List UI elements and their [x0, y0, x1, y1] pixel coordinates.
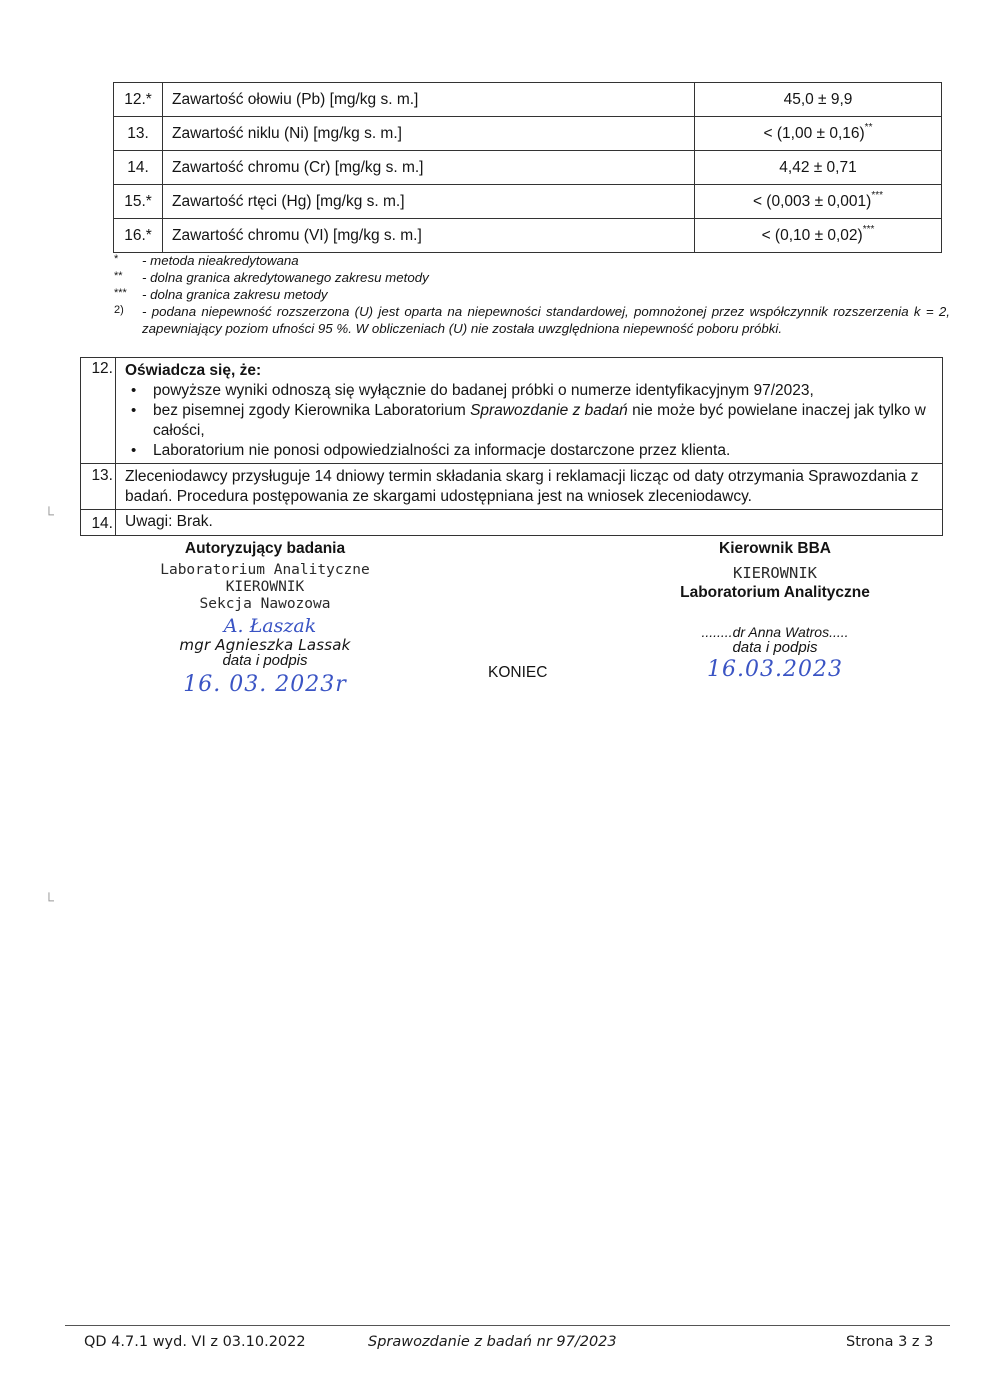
parameter-name: Zawartość rtęci (Hg) [mg/kg s. m.] [163, 185, 695, 219]
report-name: Sprawozdanie z badań [470, 402, 628, 419]
footer-rule [65, 1325, 950, 1326]
punch-hole-mark: └ [44, 506, 54, 522]
signature-manager [640, 538, 910, 684]
handwritten-signature: A. Łaszak [223, 615, 317, 637]
footnote [110, 252, 950, 269]
section-14 [81, 509, 942, 535]
footnote-text: - dolna granica akredytowanego zakresu metody [142, 270, 429, 285]
row-number: 14. [114, 151, 163, 185]
parameter-name: Zawartość ołowiu (Pb) [mg/kg s. m.] [163, 83, 695, 117]
handwritten-date: 16. 03. 2023r [183, 672, 347, 697]
list-item-text: bez pisemnej zgody Kierownika Laboratorium [153, 402, 471, 419]
stamp-line: KIEROWNIK [733, 564, 817, 582]
row-number: 13. [114, 117, 163, 151]
signature-authorizer [140, 538, 390, 699]
section-13 [81, 463, 942, 509]
section-text: Zleceniodawcy przysługuje 14 dniowy termin składania skarg i reklamacji licząc od daty otrzymania Sprawozdania z badań. Procedura postępowania ze skargami udostępniana jest na wniosek zleceniodawcy. [125, 468, 919, 505]
section-text: Uwagi: Brak. [125, 513, 213, 530]
handwritten-date: 16.03.2023 [707, 657, 843, 682]
list-item: • powyższe wyniki odnoszą się wyłącznie do badanej próbki o numerze identyfikacyjnym 97/2023, [127, 381, 942, 401]
footer-report-title: Sprawozdanie z badań nr 97/2023 [368, 1334, 617, 1350]
footnotes [110, 252, 950, 337]
footnote-ref: *** [862, 224, 875, 236]
list-item: • Laboratorium nie ponosi odpowiedzialności za informacje dostarczone przez klienta. [127, 441, 942, 461]
signature-caption: data i podpis [732, 639, 818, 656]
stamp-line [640, 583, 910, 602]
signature-title: Kierownik BBA [719, 540, 831, 557]
table-row [114, 83, 942, 117]
footnote-ref: *** [871, 190, 884, 202]
signer-name: mgr Agnieszka Lassak [179, 636, 351, 654]
result-value: < (0,10 ± 0,02) [761, 226, 863, 244]
declaration-list [125, 381, 942, 461]
punch-hole-mark: └ [44, 892, 54, 908]
footnote [110, 303, 950, 337]
result-value-cell [695, 83, 942, 117]
results-table [113, 82, 942, 253]
row-number: 12.* [114, 83, 163, 117]
stamp-lab-name: Laboratorium Analityczne [680, 584, 870, 601]
footer-page-number: Strona 3 z 3 [846, 1334, 934, 1350]
results-body [114, 83, 942, 253]
result-value-cell [695, 151, 942, 185]
result-value: < (1,00 ± 0,16) [763, 124, 865, 142]
result-value-cell [695, 117, 942, 151]
footer-doc-code: QD 4.7.1 wyd. VI z 03.10.2022 [84, 1334, 306, 1350]
footnote [110, 286, 950, 303]
footnote-mark: ** [114, 270, 123, 282]
stamp-line: KIEROWNIK [225, 579, 305, 595]
signer-name: dr Anna Watros [732, 624, 830, 640]
list-item [127, 401, 942, 441]
list-item-text: nie może być powielane inaczej jak tylko w całości, [153, 402, 926, 439]
result-value-cell [695, 219, 942, 253]
section-number: 14. [81, 510, 116, 535]
signature-title: Autoryzujący badania [184, 540, 346, 557]
stamp-line: Sekcja Nawozowa [199, 596, 331, 612]
footnote-text: - dolna granica zakresu metody [142, 287, 328, 302]
declarations-box [80, 357, 943, 536]
parameter-name: Zawartość chromu (VI) [mg/kg s. m.] [163, 219, 695, 253]
stamp-line: Laboratorium Analityczne [160, 562, 370, 578]
result-value-cell [695, 185, 942, 219]
parameter-name: Zawartość chromu (Cr) [mg/kg s. m.] [163, 151, 695, 185]
signer-name-line: ........dr Anna Watros..... [701, 624, 849, 640]
table-row [114, 117, 942, 151]
footnote [110, 269, 950, 286]
parameter-name: Zawartość niklu (Ni) [mg/kg s. m.] [163, 117, 695, 151]
section-number: 12. [81, 358, 116, 463]
footnote-ref: ** [864, 122, 873, 134]
row-number: 15.* [114, 185, 163, 219]
end-marker: KONIEC [488, 664, 548, 681]
section-heading: Oświadcza się, że: [125, 362, 262, 379]
signature-caption: data i podpis [222, 652, 308, 669]
section-12 [81, 358, 942, 463]
row-number: 16.* [114, 219, 163, 253]
footnote-mark: *** [114, 287, 127, 299]
footnote-mark: * [114, 253, 119, 265]
result-value: 45,0 ± 9,9 [783, 90, 853, 108]
table-row [114, 185, 942, 219]
result-value: 4,42 ± 0,71 [779, 158, 857, 176]
table-row [114, 219, 942, 253]
section-number: 13. [81, 464, 116, 509]
result-value: < (0,003 ± 0,001) [752, 192, 872, 210]
footnote-mark: 2) [114, 304, 124, 316]
table-row [114, 151, 942, 185]
footnote-text: - podana niepewność rozszerzona (U) jest oparta na niepewności standardowej, pomnożonej przez współczynnik rozszerzenia k = 2, zapewniający poziom ufności 95 %. W obliczeniach (U) nie została uwzględniona niepewność poboru próbki. [142, 304, 950, 336]
footnote-text: - metoda nieakredytowana [142, 253, 299, 268]
